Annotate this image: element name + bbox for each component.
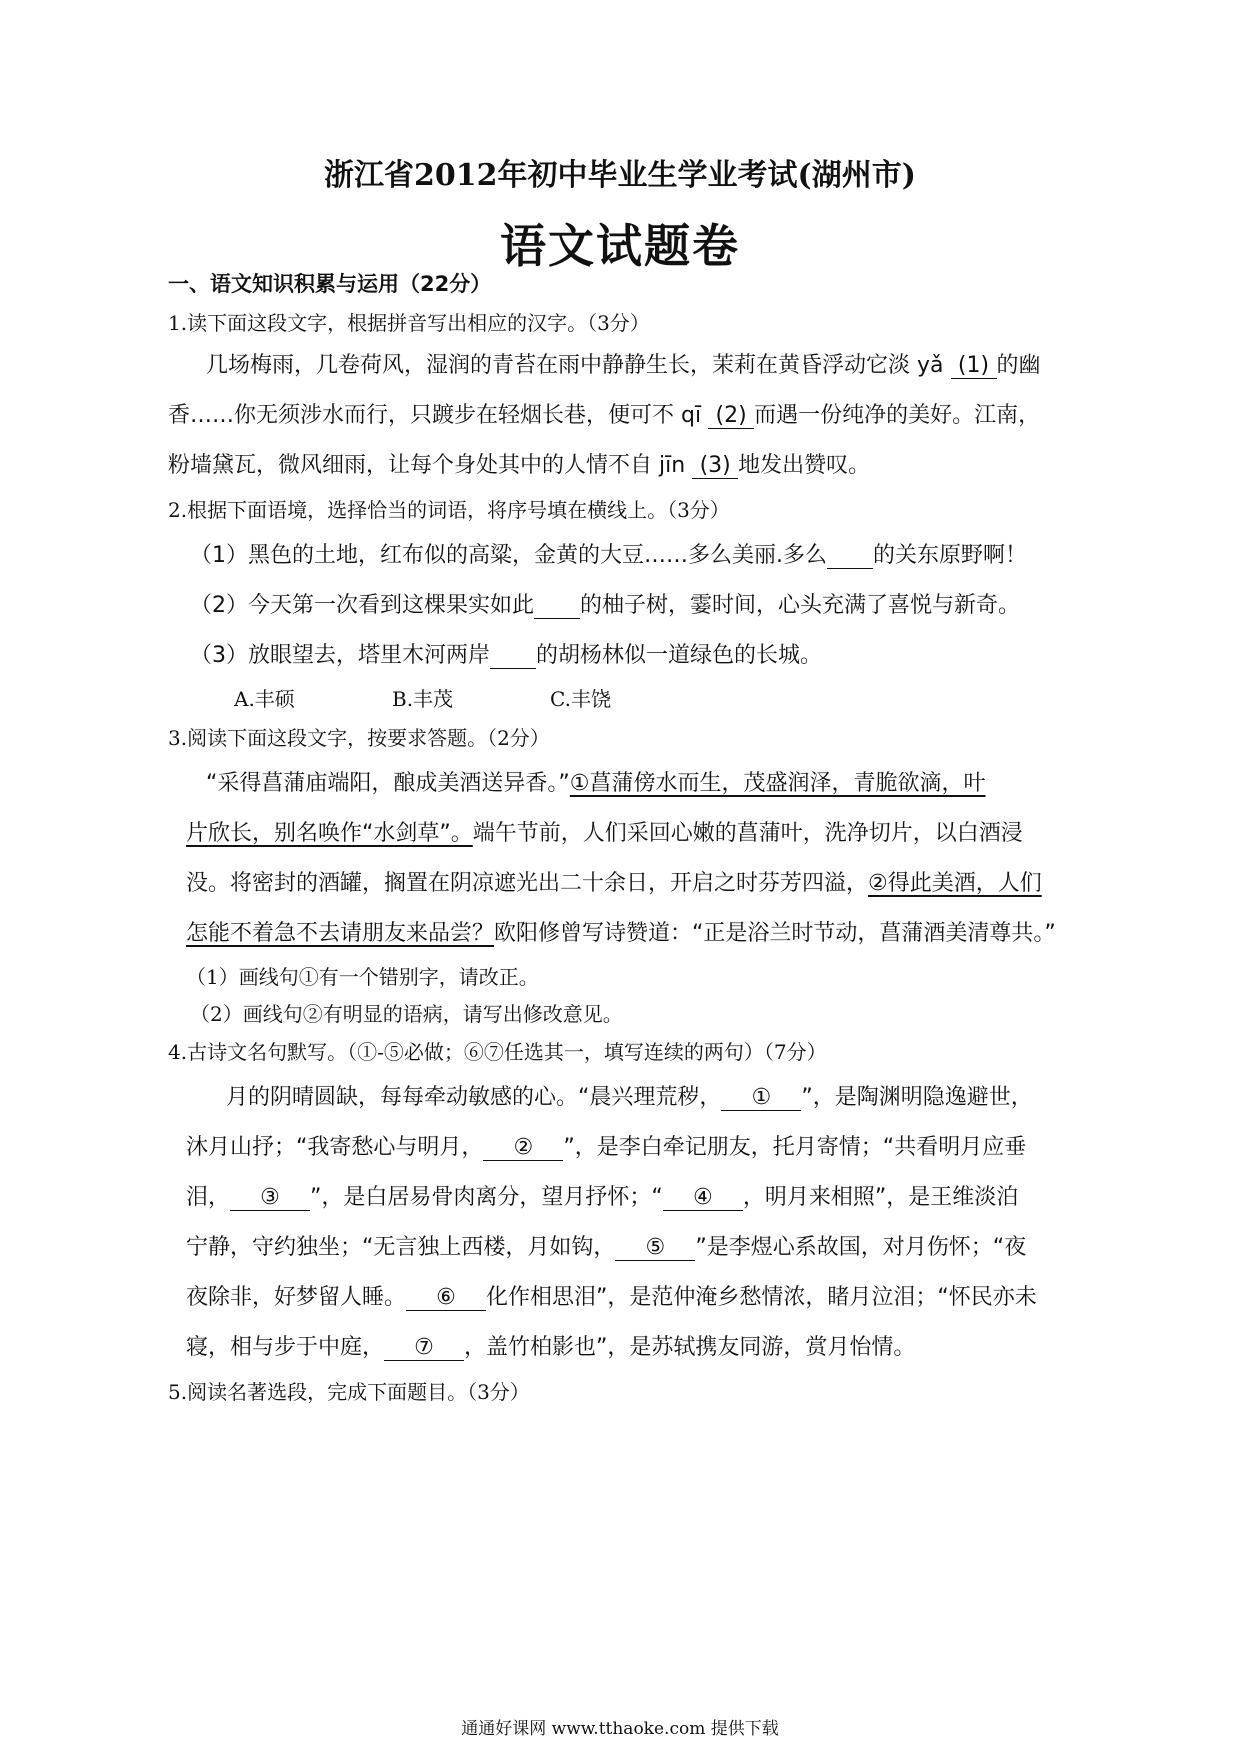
- q2-sentence-3: [190, 638, 822, 669]
- q1-text: 地发出赞叹。: [738, 453, 871, 478]
- q4-text: ”，是白居易骨肉离分，望月抒怀；“: [310, 1185, 663, 1210]
- q4-text: 月的阴晴圆缺，每每牵动敏感的心。“晨兴理荒秽，: [226, 1085, 722, 1110]
- q3-subquestion-2: （2）画线句②有明显的语病，请写出修改意见。: [190, 1002, 623, 1026]
- q4-line-4: [186, 1230, 1026, 1261]
- q4-text: ”是李煜心系故国，对月伤怀；“夜: [695, 1235, 1027, 1260]
- page-footer: 通通好课网 www.tthaoke.com 提供下载: [461, 1719, 779, 1739]
- q1-text: 几场梅雨，几卷荷风，湿润的青苔在雨中静静生长，茉莉在黄昏浮动它淡 yǎ: [206, 353, 951, 378]
- q4-text: 化作相思泪”，是范仲淹乡愁情浓，睹月泣泪；“怀民亦未: [486, 1285, 1037, 1310]
- q3-underlined-sentence-2: 怎能不着急不去请朋友来品尝？: [186, 921, 495, 946]
- q2-text: 的胡杨林似一道绿色的长城。: [536, 643, 823, 668]
- q3-line-4: [186, 916, 1056, 947]
- q4-blank-4: ④: [663, 1186, 743, 1211]
- q4-text: 泪，: [186, 1185, 231, 1210]
- q2-sentence-1: [190, 538, 1027, 569]
- q4-line-1: [226, 1080, 1033, 1111]
- q2-blank-3: [490, 644, 536, 669]
- q3-text: 端午节前，人们采回心嫩的菖蒲叶，洗净切片，以白酒浸: [472, 821, 1023, 846]
- q4-blank-7: ⑦: [384, 1336, 464, 1361]
- q3-underlined-sentence-1: ①菖蒲傍水而生，茂盛润泽，青脆欲滴，叶: [569, 771, 986, 796]
- q4-blank-3: ③: [230, 1186, 310, 1211]
- q4-blank-2: ②: [483, 1136, 563, 1161]
- question-5-prompt: 5.阅读名著选段，完成下面题目。（3分）: [168, 1380, 530, 1404]
- q1-blank-3: (3): [692, 454, 738, 479]
- q3-line-1: [206, 766, 986, 797]
- q3-underlined-sentence-2: ②得此美酒，人们: [868, 871, 1042, 896]
- q1-text: 而遇一份纯净的美好。江南，: [754, 403, 1041, 428]
- q2-text: （1）黑色的土地，红布似的高粱，金黄的大豆……多么美丽.多么: [190, 543, 827, 568]
- q2-blank-1: [827, 544, 873, 569]
- q1-blank-1: (1): [951, 354, 997, 379]
- q2-text: （2）今天第一次看到这棵果实如此: [190, 593, 534, 618]
- q4-line-2: [186, 1130, 1026, 1161]
- q1-blank-2: (2): [708, 404, 754, 429]
- q2-blank-2: [534, 594, 580, 619]
- q3-line-3: [186, 866, 1042, 897]
- q2-option-b: B.丰茂: [392, 687, 454, 711]
- q4-line-5: [186, 1280, 1037, 1311]
- q4-text: 寝，相与步于中庭，: [186, 1335, 385, 1360]
- q3-text: 欧阳修曾写诗赞道：“正是浴兰时节动，菖蒲酒美清尊共。”: [494, 921, 1056, 946]
- q4-text: 夜除非，好梦留人睡。: [186, 1285, 407, 1310]
- exam-title: 浙江省2012年初中毕业生学业考试(湖州市): [324, 158, 916, 193]
- question-3-prompt: 3.阅读下面这段文字，按要求答题。（2分）: [168, 726, 550, 750]
- q3-underlined-sentence-1: 片欣长，别名唤作“水剑草”。: [186, 821, 473, 846]
- q4-blank-1: ①: [721, 1086, 801, 1111]
- question-1-prompt: 1.读下面这段文字，根据拼音写出相应的汉字。（3分）: [168, 311, 650, 335]
- q4-text: ”，是李白牵记朋友，托月寄情；“共看明月应垂: [563, 1135, 1027, 1160]
- section-heading: 一、语文知识积累与运用（22分）: [168, 272, 492, 296]
- q3-text: “采得菖蒲庙端阳，酿成美酒送异香。”: [206, 771, 570, 796]
- q2-text: （3）放眼望去，塔里木河两岸: [190, 643, 490, 668]
- question-2-prompt: 2.根据下面语境，选择恰当的词语，将序号填在横线上。（3分）: [168, 498, 730, 522]
- q4-line-6: [186, 1330, 915, 1361]
- q4-text: ，盖竹柏影也”，是苏轼携友同游，赏月怡情。: [464, 1335, 916, 1360]
- q4-text: 宁静，守约独坐；“无言独上西楼，月如钩，: [186, 1235, 616, 1260]
- q3-subquestion-1: （1）画线句①有一个错别字，请改正。: [186, 965, 539, 989]
- q1-text: 的幽: [996, 353, 1041, 378]
- q4-line-3: [186, 1180, 1018, 1211]
- q4-text: 沐月山抒；“我寄愁心与明月，: [186, 1135, 484, 1160]
- q4-text: ，明月来相照”，是王维淡泊: [742, 1185, 1019, 1210]
- q3-line-2: [186, 816, 1023, 847]
- q4-blank-5: ⑤: [615, 1236, 695, 1261]
- q1-text: 粉墙黛瓦，微风细雨，让每个身处其中的人情不自 jīn: [168, 453, 693, 478]
- q2-text: 的关东原野啊！: [873, 543, 1028, 568]
- exam-subtitle: 语文试题卷: [500, 219, 740, 273]
- q2-option-c: C.丰饶: [550, 687, 611, 711]
- q1-line-2: [168, 398, 1040, 429]
- q2-text: 的柚子树，霎时间，心头充满了喜悦与新奇。: [580, 593, 1021, 618]
- q2-sentence-2: [190, 588, 1020, 619]
- q3-text: 没。将密封的酒罐，搁置在阴凉遮光出二十余日，开启之时芬芳四溢，: [186, 871, 869, 896]
- q4-blank-6: ⑥: [406, 1286, 486, 1311]
- question-4-prompt: 4.古诗文名句默写。（①-⑤必做；⑥⑦任选其一，填写连续的两句）（7分）: [168, 1040, 827, 1064]
- q2-option-a: A.丰硕: [234, 687, 295, 711]
- q4-text: ”，是陶渊明隐逸避世，: [801, 1085, 1033, 1110]
- q1-text: 香……你无须涉水而行，只踱步在轻烟长巷，便可不 qī: [168, 403, 709, 428]
- q1-line-1: [206, 348, 1041, 379]
- q1-line-3: [168, 448, 870, 479]
